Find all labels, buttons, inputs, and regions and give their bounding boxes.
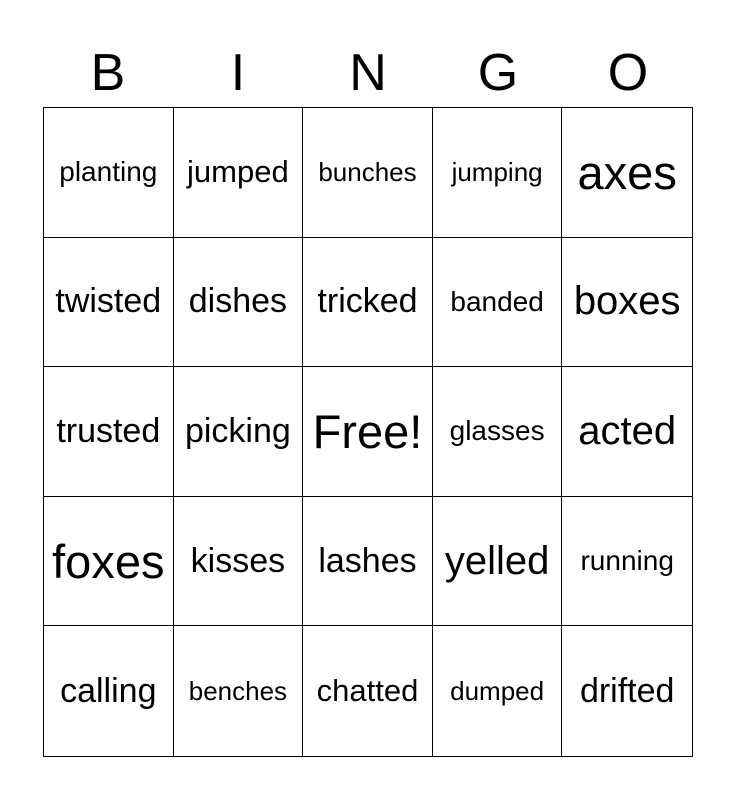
bingo-cell: drifted xyxy=(579,671,675,710)
bingo-cell: jumped xyxy=(174,108,304,238)
bingo-cell: calling xyxy=(44,626,174,756)
bingo-cell: bunches xyxy=(303,108,433,238)
bingo-cell: lashes xyxy=(303,497,433,627)
header-letter-b: B xyxy=(90,44,126,102)
bingo-cell: chatted xyxy=(303,626,433,756)
bingo-cell: foxes xyxy=(44,497,174,627)
bingo-cell: picking xyxy=(174,367,304,497)
header-letter-n: N xyxy=(349,44,387,102)
bingo-cell: benches xyxy=(174,626,304,756)
bingo-cell: yelled xyxy=(433,497,563,627)
bingo-cell: boxes xyxy=(562,238,692,368)
bingo-cell: glasses xyxy=(433,367,563,497)
bingo-header xyxy=(43,40,693,106)
bingo-cell: tricked xyxy=(303,238,433,368)
bingo-cell: kisses xyxy=(174,497,304,627)
bingo-cell: planting xyxy=(44,108,174,238)
bingo-cell: axes xyxy=(562,108,692,238)
bingo-cell: acted xyxy=(562,367,692,497)
bingo-cell: dishes xyxy=(174,238,304,368)
bingo-cell: twisted xyxy=(44,238,174,368)
bingo-cell: trusted xyxy=(44,367,174,497)
bingo-cell: banded xyxy=(433,238,563,368)
bingo-cell: jumping xyxy=(433,108,563,238)
header-letter-o: O xyxy=(607,44,649,102)
header-letter-i: I xyxy=(230,44,246,102)
bingo-cell: running xyxy=(562,497,692,627)
bingo-cell: dumped xyxy=(433,626,563,756)
bingo-board xyxy=(43,107,693,757)
free-space-cell: Free! xyxy=(303,367,433,497)
header-letter-g: G xyxy=(477,44,519,102)
